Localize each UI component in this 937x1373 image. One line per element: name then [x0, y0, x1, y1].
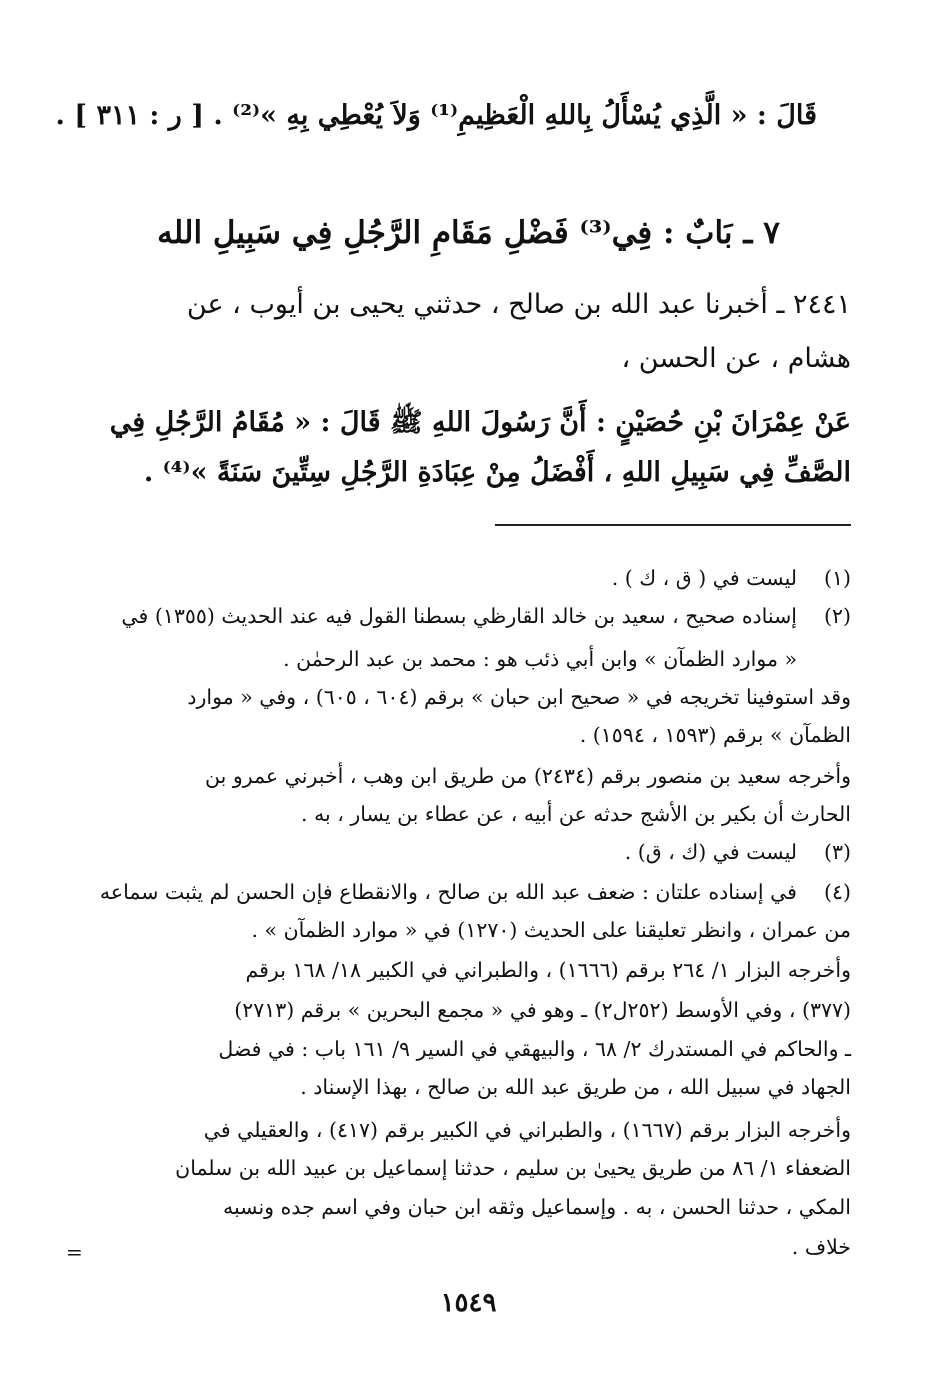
- hadith-matn-line-2: الصَّفِّ فِي سَبِيلِ اللهِ ، أَفْضَلُ مِنْ عِبَادَةِ الرَّجُلِ سِتِّينَ سَنَةً »⁽⁴⁾ .: [143, 457, 851, 488]
- footnote-line: من عمران ، وانظر تعليقنا على الحديث (١٢٧٠) في « موارد الظمآن » .: [251, 918, 851, 942]
- footnote-line: ـ والحاكم في المستدرك ٢/ ٦٨ ، والبيهقي في السير ٩/ ١٦١ باب : في فضل: [218, 1037, 851, 1061]
- footnote-number: (٣): [823, 840, 851, 864]
- footnote-line: وقد استوفينا تخريجه في « صحيح ابن حبان » برقم (٦٠٤ ، ٦٠٥) ، وفي « موارد: [187, 685, 851, 709]
- footnote-line: الضعفاء ١/ ٨٦ من طريق يحيىٰ بن سليم ، حدثنا إسماعيل بن عبيد الله بن سلمان: [175, 1156, 851, 1180]
- footnote-line: ليست في (ك ، ق) .: [624, 840, 797, 864]
- hadith-isnad-line-1: ٢٤٤١ ـ أخبرنا عبد الله بن صالح ، حدثني يحيى بن أيوب ، عن: [186, 289, 851, 320]
- hadith-matn-line-1: عَنْ عِمْرَانَ بْنِ حُصَيْنٍ : أَنَّ رَسُولَ اللهِ ﷺ قَالَ : « مُقَامُ الرَّجُلِ فِي: [109, 407, 851, 438]
- footnote-line: في إسناده علتان : ضعف عبد الله بن صالح ، والانقطاع فإن الحسن لم يثبت سماعه: [99, 880, 797, 904]
- hadith-isnad-line-2: هشام ، عن الحسن ،: [621, 343, 851, 374]
- footnote-line: وأخرجه البزار برقم (١٦٦٧) ، والطبراني في الكبير برقم (٤١٧) ، والعقيلي في: [203, 1118, 851, 1142]
- footnote-line: (٣٧٧) ، وفي الأوسط (٢٥٢ل٢) ـ وهو في « مجمع البحرين » برقم (٢٧١٣): [234, 998, 851, 1022]
- page-number: ١٥٤٩: [440, 1288, 497, 1318]
- footnote-number: (١): [823, 566, 851, 590]
- footnote-line: ليست في ( ق ، ك ) .: [611, 566, 797, 590]
- footnote-line: « موارد الظمآن » وابن أبي ذئب هو : محمد بن عبد الرحمٰن .: [283, 647, 797, 671]
- continuation-mark: =: [66, 1240, 83, 1264]
- previous-hadith-ending: قَالَ : « الَّذِي يُسْأَلُ بِاللهِ الْعَظِيمِ⁽¹⁾ وَلاَ يُعْطِي بِهِ »⁽²⁾ . [ ر : ٣١١ ] .: [55, 100, 817, 131]
- footnote-line: الحارث أن بكير بن الأشج حدثه عن أبيه ، عن عطاء بن يسار ، به .: [301, 802, 851, 826]
- footnote-line: الجهاد في سبيل الله ، من طريق عبد الله بن صالح ، بهذا الإسناد .: [300, 1075, 851, 1099]
- footnote-line: وأخرجه البزار ١/ ٢٦٤ برقم (١٦٦٦) ، والطبراني في الكبير ١٨/ ١٦٨ برقم: [245, 958, 851, 982]
- footnote-line: إسناده صحيح ، سعيد بن خالد القارظي بسطنا القول فيه عند الحديث (١٣٥٥) في: [121, 604, 797, 628]
- footnote-line: الظمآن » برقم (١٥٩٣ ، ١٥٩٤) .: [579, 723, 851, 747]
- footnote-number: (٢): [823, 604, 851, 628]
- footnote-separator: [495, 524, 851, 526]
- footnote-line: وأخرجه سعيد بن منصور برقم (٢٤٣٤) من طريق ابن وهب ، أخبرني عمرو بن: [205, 764, 851, 788]
- chapter-heading: ٧ ـ بَابٌ : فِي⁽³⁾ فَضْلِ مَقَامِ الرَّجُلِ فِي سَبِيلِ الله: [157, 215, 780, 251]
- footnote-line: المكي ، حدثنا الحسن ، به . وإسماعيل وثقه ابن حبان وفي اسم جده ونسبه: [222, 1195, 851, 1219]
- footnote-line: خلاف .: [791, 1235, 851, 1259]
- footnote-number: (٤): [823, 880, 851, 904]
